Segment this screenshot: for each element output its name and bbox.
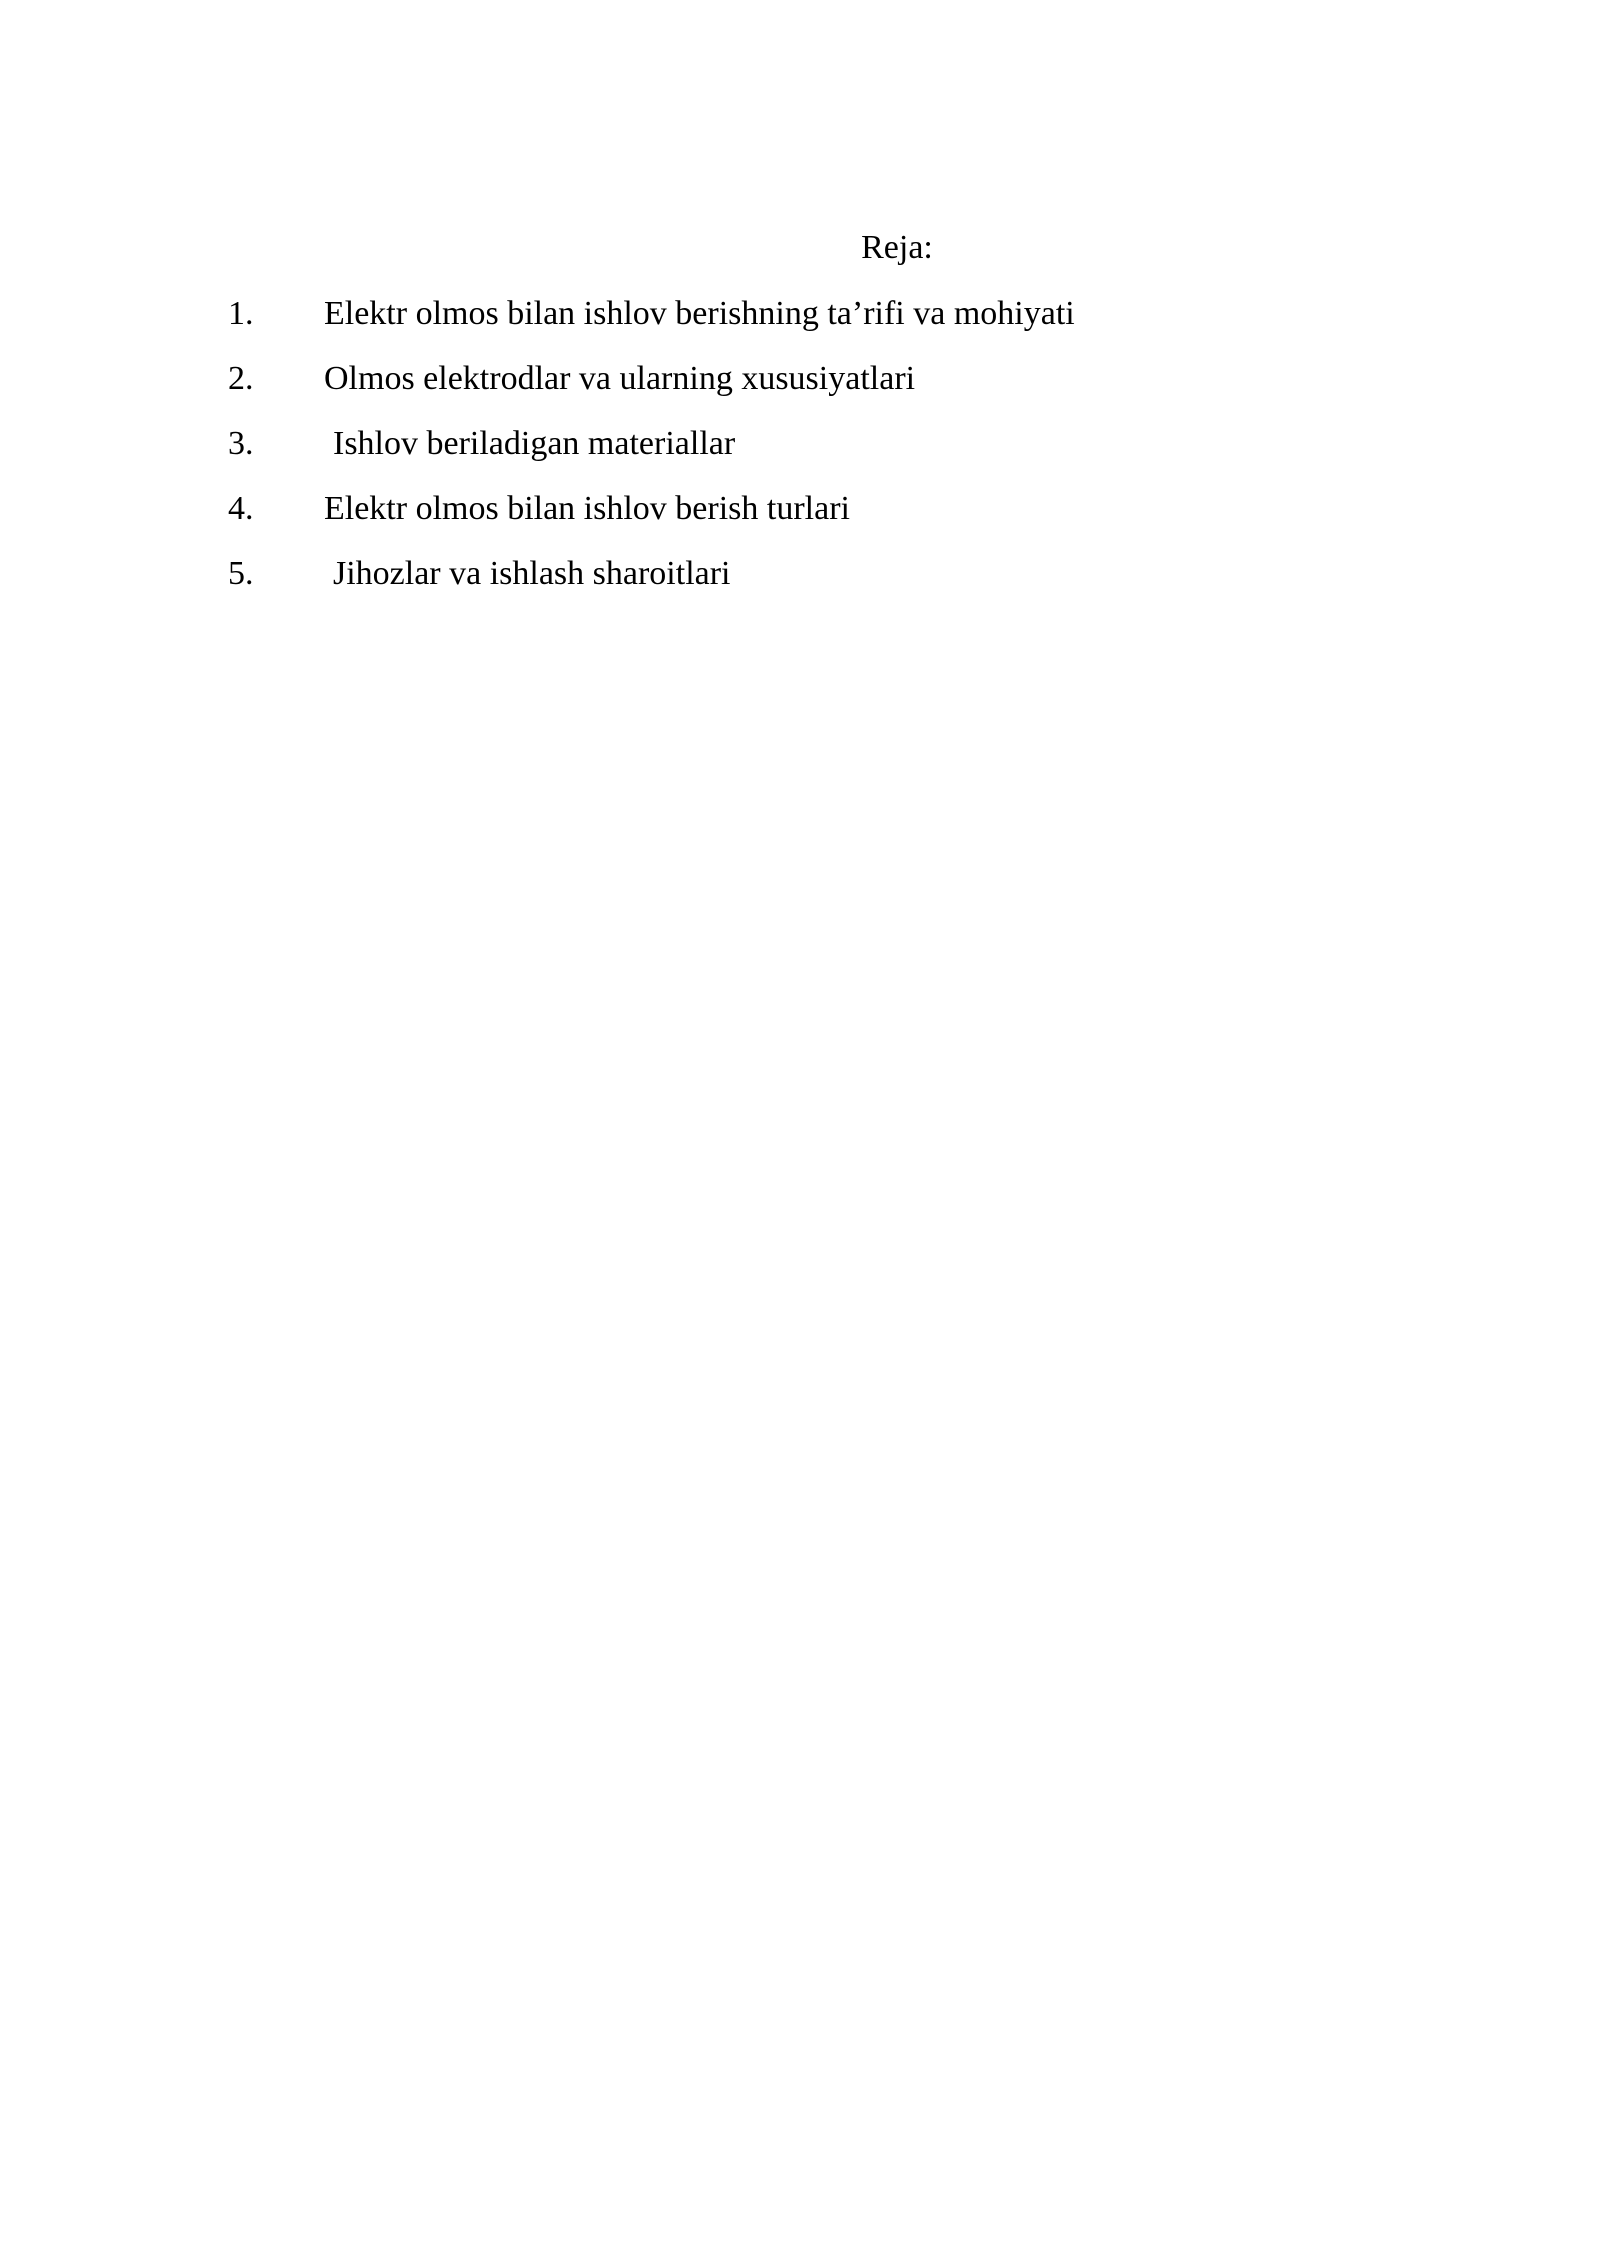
plan-heading: Reja: bbox=[861, 229, 933, 266]
list-item bbox=[228, 292, 1075, 357]
list-item bbox=[228, 357, 1075, 422]
plan-list bbox=[228, 292, 1075, 617]
list-item-text: Olmos elektrodlar va ularning xususiyatlari bbox=[324, 360, 916, 397]
list-item-number: 2. bbox=[228, 360, 254, 397]
list-item-text: Elektr olmos bilan ishlov berishning ta’rifi va mohiyati bbox=[324, 295, 1075, 332]
list-item-text: Jihozlar va ishlash sharoitlari bbox=[333, 555, 731, 592]
list-item bbox=[228, 487, 1075, 552]
list-item-text: Ishlov beriladigan materiallar bbox=[333, 425, 736, 462]
list-item-number: 3. bbox=[228, 425, 254, 462]
list-item bbox=[228, 552, 1075, 617]
list-item bbox=[228, 422, 1075, 487]
list-item-number: 4. bbox=[228, 490, 254, 527]
list-item-number: 5. bbox=[228, 555, 254, 592]
list-item-number: 1. bbox=[228, 295, 254, 332]
list-item-text: Elektr olmos bilan ishlov berish turlari bbox=[324, 490, 850, 527]
